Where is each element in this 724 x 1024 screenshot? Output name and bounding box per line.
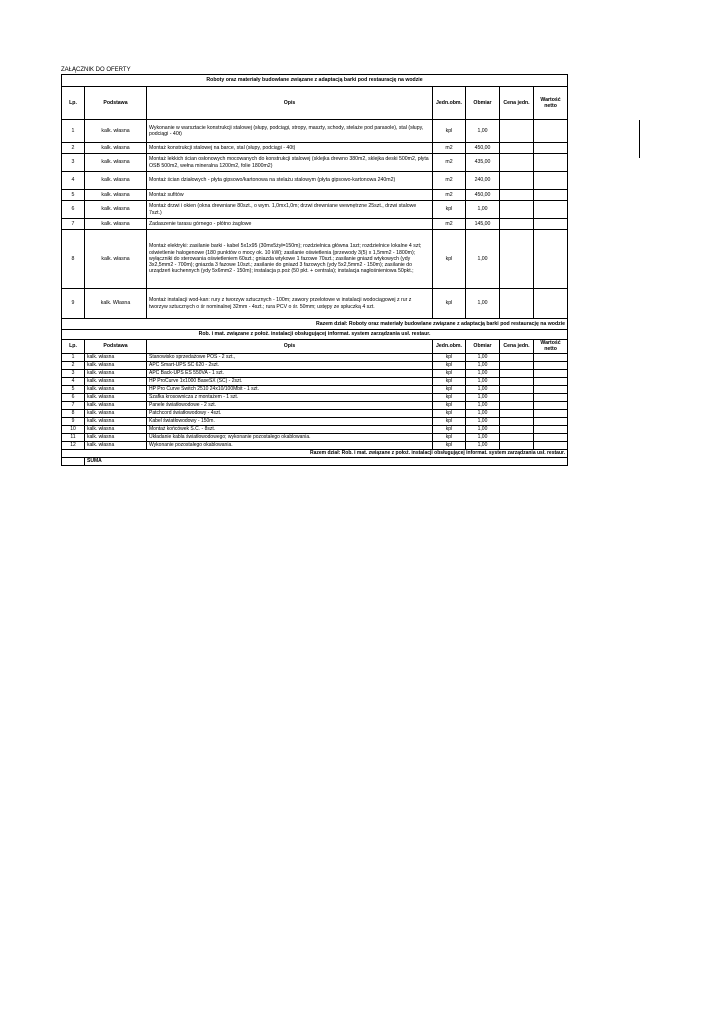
- cell-unit: m2: [433, 154, 466, 172]
- header-desc: Opis: [147, 87, 433, 120]
- cell-price: [500, 417, 534, 425]
- header-price: Cena jedn.: [500, 340, 534, 354]
- cell-qty: 240,00: [466, 172, 500, 190]
- cell-unit: kpl: [433, 433, 466, 441]
- cell-basis: kalk. własna: [85, 143, 147, 154]
- cell-price: [500, 143, 534, 154]
- section2-total-label: Razem dział: Rob. i mat. związane z położ. instalacji obsługującej informat. system zarządzania usł. restaur.: [62, 449, 568, 457]
- cell-unit: kpl: [433, 401, 466, 409]
- cell-desc: Montaż drzwi i okien (okna drewniane 80szt., o wym. 1,0mx1,0m; drzwi drewniane wewnętrzne 25szt., drzwi stalowe 7szt.): [147, 201, 433, 219]
- cell-basis: kalk. własna: [85, 441, 147, 449]
- cell-desc: Układanie kabla światłowodowego; wykonanie pozostałego okablowania.: [147, 433, 433, 441]
- cell-value: [534, 361, 568, 369]
- cell-qty: 1,00: [466, 425, 500, 433]
- section1-total-body: [62, 319, 568, 354]
- section2-header-row: [62, 340, 568, 354]
- cell-value: [534, 417, 568, 425]
- cell-value: [534, 409, 568, 417]
- cell-unit: m2: [433, 190, 466, 201]
- table-row: [62, 143, 568, 154]
- table-row: [62, 154, 568, 172]
- section2-body: [62, 353, 568, 449]
- header-qty: Obmiar: [466, 340, 500, 354]
- cell-value: [534, 289, 568, 319]
- cell-qty: 1,00: [466, 369, 500, 377]
- cell-value: [534, 401, 568, 409]
- cell-price: [500, 201, 534, 219]
- header-qty: Obmiar: [466, 87, 500, 120]
- cell-value: [534, 425, 568, 433]
- cell-lp: 4: [62, 377, 85, 385]
- header-unit: Jedn.obm.: [433, 87, 466, 120]
- table-row: [62, 190, 568, 201]
- cell-value: [534, 353, 568, 361]
- cell-qty: 1,00: [466, 441, 500, 449]
- table-row: [62, 417, 568, 425]
- cell-desc: Zadaszenie tarasu górnego - płótno żaglowe: [147, 219, 433, 230]
- header-desc: Opis: [147, 340, 433, 354]
- cell-unit: m2: [433, 172, 466, 190]
- cell-basis: kalk. własna: [85, 385, 147, 393]
- cell-desc: Montaż instalacji wod-kan: rury z tworzyw sztucznych - 100m; zawory przelotowe w instalacji wodociągowej z rur z tworzyw sztucznych o śr nominalnej 32mm - 4szt.; rura PCV o śr. 50mm; ustępy ze spłuczką 4 szt.: [147, 289, 433, 319]
- table-row: [62, 361, 568, 369]
- cell-basis: kalk. własna: [85, 409, 147, 417]
- cell-basis: kalk. własna: [85, 377, 147, 385]
- cell-value: [534, 385, 568, 393]
- cell-qty: 435,00: [466, 154, 500, 172]
- sum-label: SUMA: [85, 457, 568, 465]
- cell-lp: 5: [62, 385, 85, 393]
- cell-unit: kpl: [433, 393, 466, 401]
- table-row: [62, 172, 568, 190]
- table-row: [62, 377, 568, 385]
- cell-desc: Szafka krosownicza z montażem - 1 szt.: [147, 393, 433, 401]
- section1-title: Roboty oraz materiały budowlane związane z adaptacją barki pod restaurację na wodzie: [62, 75, 568, 87]
- cell-unit: m2: [433, 219, 466, 230]
- cell-desc: Patchcord światłowodowy - 4szt.: [147, 409, 433, 417]
- cell-qty: 1,00: [466, 385, 500, 393]
- cell-lp: 2: [62, 361, 85, 369]
- header-value: Wartość netto: [534, 87, 568, 120]
- cost-table: [61, 74, 568, 466]
- cell-lp: 7: [62, 401, 85, 409]
- cell-price: [500, 425, 534, 433]
- cell-price: [500, 190, 534, 201]
- cell-lp: 11: [62, 433, 85, 441]
- cell-qty: 1,00: [466, 120, 500, 143]
- cell-price: [500, 154, 534, 172]
- cell-price: [500, 289, 534, 319]
- cell-lp: 9: [62, 417, 85, 425]
- cell-desc: Wykonanie w warsztacie konstrukcji stalowej (słupy, podciągi, stropy, maszty, schody, stelaże pod parasole), stal (słupy, podciągi - 40t): [147, 120, 433, 143]
- table-row: [62, 219, 568, 230]
- cell-desc: Stanowisko sprzedażowe POS - 2 szt.,: [147, 353, 433, 361]
- header-basis: Podstawa: [85, 340, 147, 354]
- cell-value: [534, 433, 568, 441]
- cell-value: [534, 154, 568, 172]
- section1-total-label: Razem dział: Roboty oraz materiały budowlane związane z adaptacją barki pod restaurację na wodzie: [62, 319, 568, 330]
- cell-desc: Montaż konstrukcji stalowej na barce, stal (słupy, podciągi - 40t): [147, 143, 433, 154]
- cell-basis: kalk. własna: [85, 353, 147, 361]
- section2-total-body: [62, 449, 568, 465]
- header-unit: Jedn.obm.: [433, 340, 466, 354]
- header-lp: Lp.: [62, 87, 85, 120]
- cell-basis: kalk. własna: [85, 201, 147, 219]
- cell-qty: 450,00: [466, 190, 500, 201]
- cell-basis: kalk. własna: [85, 433, 147, 441]
- cell-value: [534, 120, 568, 143]
- cell-lp: 7: [62, 219, 85, 230]
- cell-desc: Montaż elektryki: zasilanie barki - kabel 5x1x95 (30mx5żył=150m); rozdzielnica główna 1szt; rozdzielnice lokalne 4 szt; oświetlenie halogenowe (180 punktów o mocy ok. 10 kW); zasilanie oświetlenia (przewody 3(5) x 1,5mm2 - 1800m); wyłączniki do sterowania oświetleniem 60szt.; gniazda wtykowe 1 fazowe 70szt.; zasilanie gniazd wtykowych (ydy 3x2,5mm2 - 700m); gniazda 3 fazowe 10szt.; zasilanie do gniazd 3 fazowych (ydy 5x2,5mm2 - 150m); zasilanie do urządzeń kuchennych (ydy 5x6mm2 - 150m); instalacja p.poż (50 pkt. + centrala); instalacja nagłośnieniowa 50pkt.;: [147, 230, 433, 289]
- cell-unit: m2: [433, 143, 466, 154]
- header-value: Wartość netto: [534, 340, 568, 354]
- cell-price: [500, 393, 534, 401]
- cell-lp: 8: [62, 409, 85, 417]
- table-row: [62, 201, 568, 219]
- cell-basis: kalk. własna: [85, 425, 147, 433]
- cell-desc: Montaż ścian działowych - płyta gipsowo/kartonowa na stelażu stalowym (płyta gipsowo-kartonowa 240m2): [147, 172, 433, 190]
- table-row: [62, 369, 568, 377]
- cell-lp: 9: [62, 289, 85, 319]
- table-row: [62, 401, 568, 409]
- cell-unit: kpl: [433, 377, 466, 385]
- cell-unit: kpl: [433, 361, 466, 369]
- cell-value: [534, 441, 568, 449]
- cell-unit: kpl: [433, 417, 466, 425]
- cell-qty: 1,00: [466, 201, 500, 219]
- cell-desc: Montaż sufitów: [147, 190, 433, 201]
- header-basis: Podstawa: [85, 87, 147, 120]
- table-row: [62, 425, 568, 433]
- cell-basis: kalk. własna: [85, 120, 147, 143]
- cell-unit: kpl: [433, 120, 466, 143]
- cell-lp: 5: [62, 190, 85, 201]
- table-row: [62, 230, 568, 289]
- cell-lp: 3: [62, 154, 85, 172]
- cell-unit: kpl: [433, 230, 466, 289]
- cell-unit: kpl: [433, 409, 466, 417]
- table-row: [62, 385, 568, 393]
- section2-title: Rob. i mat. związane z położ. instalacji obsługującej informat. system zarządzania usł. restaur.: [62, 330, 568, 340]
- cell-desc: HP Pro Curve Switch 2510 24x10/100Mbit - 1 szt.: [147, 385, 433, 393]
- cell-lp: 10: [62, 425, 85, 433]
- cell-qty: 450,00: [466, 143, 500, 154]
- cell-value: [534, 377, 568, 385]
- cell-price: [500, 120, 534, 143]
- cell-desc: Wykonanie pozostałego okablowania.: [147, 441, 433, 449]
- cell-basis: kalk. własna: [85, 361, 147, 369]
- cell-qty: 1,00: [466, 361, 500, 369]
- table-row: [62, 441, 568, 449]
- cell-lp: 8: [62, 230, 85, 289]
- table-row: [62, 433, 568, 441]
- cell-qty: 1,00: [466, 409, 500, 417]
- header-price: Cena jedn.: [500, 87, 534, 120]
- section1-header-row: [62, 87, 568, 120]
- cell-value: [534, 369, 568, 377]
- cell-price: [500, 172, 534, 190]
- cell-unit: kpl: [433, 425, 466, 433]
- cell-qty: 1,00: [466, 417, 500, 425]
- cell-unit: kpl: [433, 289, 466, 319]
- cell-basis: kalk. własna: [85, 190, 147, 201]
- cell-qty: 1,00: [466, 289, 500, 319]
- document: [61, 66, 567, 466]
- table-row: [62, 409, 568, 417]
- cell-value: [534, 230, 568, 289]
- cell-unit: kpl: [433, 201, 466, 219]
- cell-lp: 2: [62, 143, 85, 154]
- cell-lp: 1: [62, 353, 85, 361]
- cell-price: [500, 219, 534, 230]
- cell-price: [500, 433, 534, 441]
- attachment-label: ZAŁĄCZNIK DO OFERTY: [61, 67, 131, 73]
- cell-basis: kalk. własna: [85, 401, 147, 409]
- cell-basis: kalk. własna: [85, 219, 147, 230]
- cell-basis: kalk. własna: [85, 393, 147, 401]
- cell-qty: 1,00: [466, 393, 500, 401]
- cell-lp: 12: [62, 441, 85, 449]
- cell-qty: 1,00: [466, 377, 500, 385]
- cell-qty: 1,00: [466, 230, 500, 289]
- cell-value: [534, 393, 568, 401]
- table-row: [62, 393, 568, 401]
- cell-desc: Panele światłowodowe - 2 szt.: [147, 401, 433, 409]
- cell-value: [534, 190, 568, 201]
- cell-value: [534, 143, 568, 154]
- cell-value: [534, 172, 568, 190]
- cell-lp: 6: [62, 393, 85, 401]
- cell-basis: kalk. własna: [85, 417, 147, 425]
- table-row: [62, 353, 568, 361]
- cell-basis: kalk. Własna: [85, 289, 147, 319]
- cell-qty: 145,00: [466, 219, 500, 230]
- cell-price: [500, 361, 534, 369]
- cell-lp: 4: [62, 172, 85, 190]
- cell-price: [500, 401, 534, 409]
- cell-price: [500, 441, 534, 449]
- cell-lp: 1: [62, 120, 85, 143]
- cell-unit: kpl: [433, 385, 466, 393]
- cell-price: [500, 385, 534, 393]
- cell-lp: 6: [62, 201, 85, 219]
- section1-body: [62, 75, 568, 319]
- cell-qty: 1,00: [466, 353, 500, 361]
- margin-line: [639, 120, 640, 158]
- cell-desc: Montaż końcówek S.C. - 8szt.: [147, 425, 433, 433]
- cell-price: [500, 369, 534, 377]
- cell-unit: kpl: [433, 369, 466, 377]
- cell-price: [500, 377, 534, 385]
- cell-value: [534, 201, 568, 219]
- cell-desc: APC Smart-UPS SC 620 - 2szt.: [147, 361, 433, 369]
- cell-price: [500, 409, 534, 417]
- cell-desc: APC Back-UPS ES 550VA - 1 szt.: [147, 369, 433, 377]
- table-row: [62, 120, 568, 143]
- cell-qty: 1,00: [466, 401, 500, 409]
- cell-unit: kpl: [433, 441, 466, 449]
- cell-price: [500, 230, 534, 289]
- cell-desc: Montaż lekkich ścian osłonowych mocowanych do konstrukcji stalowej (sklejka drewno 380m2, sklejka deski 500m2, płyta OSB 500m2, wełna mineralna 1200m2, folie 1800m2): [147, 154, 433, 172]
- cell-unit: kpl: [433, 353, 466, 361]
- table-row: [62, 289, 568, 319]
- cell-qty: 1,00: [466, 433, 500, 441]
- header-lp: Lp.: [62, 340, 85, 354]
- cell-basis: kalk. własna: [85, 230, 147, 289]
- cell-value: [534, 219, 568, 230]
- cell-basis: kalk. własna: [85, 369, 147, 377]
- cell-desc: HP ProCurve 1x1000 BaseSX (SC) - 2szt.: [147, 377, 433, 385]
- cell-desc: Kabel światłowodowy - 150m.: [147, 417, 433, 425]
- cell-basis: kalk. własna: [85, 172, 147, 190]
- cell-basis: kalk. własna: [85, 154, 147, 172]
- cell-lp: 3: [62, 369, 85, 377]
- cell-price: [500, 353, 534, 361]
